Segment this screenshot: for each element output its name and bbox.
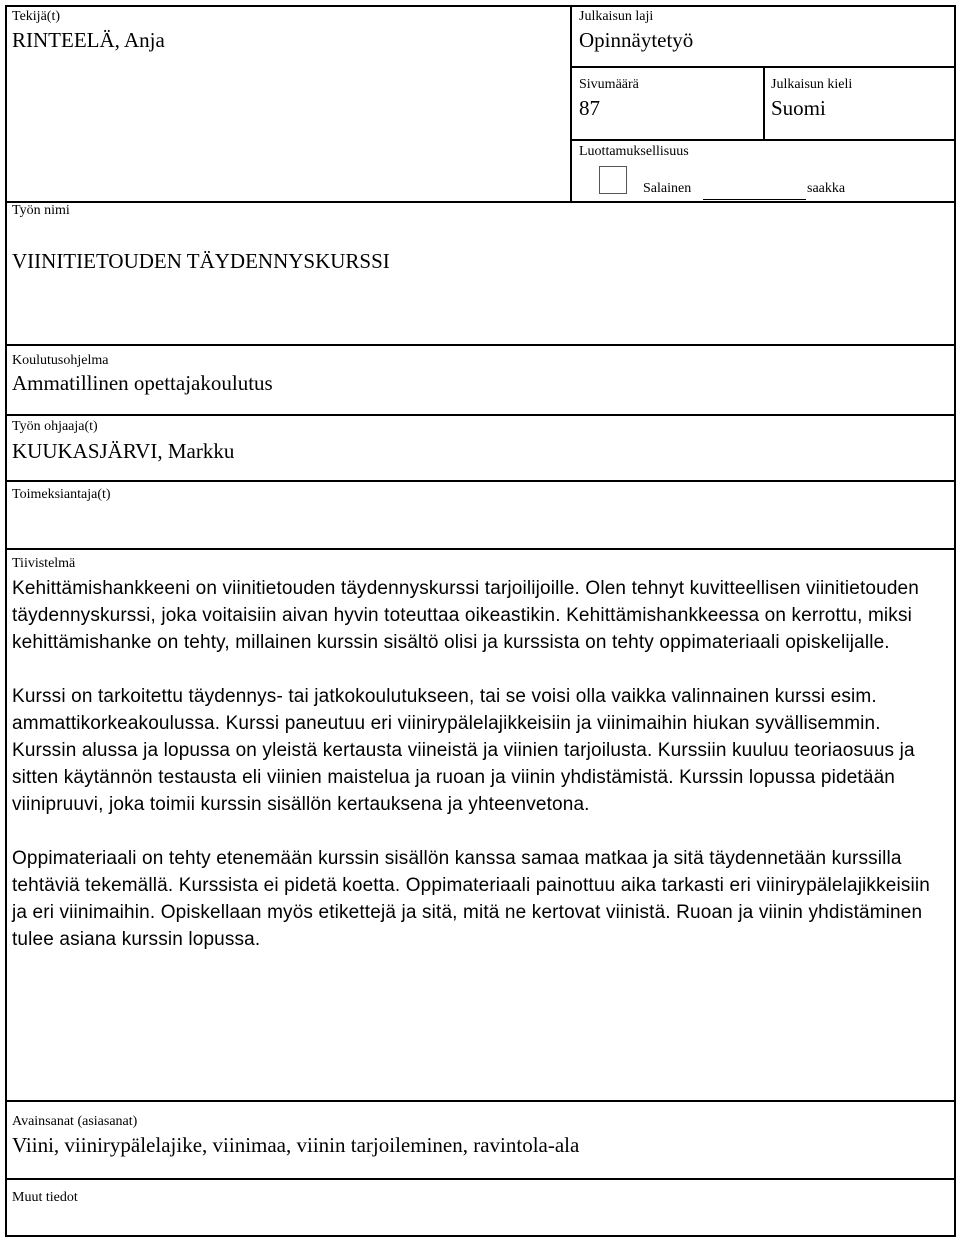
- author-value: RINTEELÄ, Anja: [12, 28, 165, 52]
- programme-divider: [5, 414, 956, 416]
- keywords-label: Avainsanat (asiasanat): [12, 1114, 138, 1129]
- keywords-divider: [5, 1178, 956, 1180]
- header-row-divider-2: [570, 139, 956, 141]
- abstract-paragraph: Kehittämishankkeeni on viinitietouden täydennyskurssi tarjoilijoille. Olen tehnyt kuvitteellisen viinitietouden täydennyskurssi, joka voitaisiin aivan hyvin toteuttaa oikeastikin. Kehittämishankkeessa on kerrottu, miksi kehittämishanke on tehty, millainen kurssin sisältö olisi ja kurssista on tehty oppimateriaali opiskelijalle.: [12, 578, 919, 653]
- header-divider-vertical: [570, 5, 572, 202]
- title-divider: [5, 344, 956, 346]
- publication-type-value: Opinnäytetyö: [579, 28, 694, 52]
- language-label: Julkaisun kieli: [771, 77, 853, 92]
- until-label: saakka: [807, 181, 846, 196]
- author-label: Tekijä(t): [12, 9, 60, 24]
- title-label: Työn nimi: [12, 203, 70, 218]
- header-bottom-divider: [5, 201, 956, 203]
- page-count-label: Sivumäärä: [579, 77, 639, 92]
- language-value: Suomi: [771, 96, 826, 120]
- commissioner-divider: [5, 548, 956, 550]
- abstract-divider: [5, 1100, 956, 1102]
- other-info-label: Muut tiedot: [12, 1190, 78, 1205]
- degree-programme-label: Koulutusohjelma: [12, 353, 109, 368]
- degree-programme-value: Ammatillinen opettajakoulutus: [12, 371, 273, 395]
- secret-label: Salainen: [643, 181, 692, 196]
- commissioner-label: Toimeksiantaja(t): [12, 487, 111, 502]
- supervisor-divider: [5, 480, 956, 482]
- secret-checkbox[interactable]: [599, 166, 627, 194]
- abstract-paragraph: Oppimateriaali on tehty etenemään kurssin sisällön kanssa samaa matkaa ja sitä täydennetään kurssilla tehtäviä tekemällä. Kurssista ei pidetä koetta. Oppimateriaali painottuu aika tarkasti eri viinirypälelajikkeisiin ja eri viinimaihin. Opiskellaan myös etikettejä ja sitä, mitä ne kertovat viinistä. Ruoan ja viinin yhdistäminen tulee asiana kurssin lopussa.: [12, 848, 930, 950]
- supervisor-label: Työn ohjaaja(t): [12, 419, 98, 434]
- confidentiality-label: Luottamuksellisuus: [579, 144, 689, 159]
- page-count-value: 87: [579, 96, 600, 120]
- publication-type-label: Julkaisun laji: [579, 9, 654, 24]
- keywords-value: Viini, viinirypälelajike, viinimaa, viinin tarjoileminen, ravintola-ala: [12, 1133, 580, 1157]
- supervisor-value: KUUKASJÄRVI, Markku: [12, 439, 235, 463]
- header-divider-language: [763, 66, 765, 140]
- title-value: VIINITIETOUDEN TÄYDENNYSKURSSI: [12, 249, 390, 273]
- abstract-paragraph: Kurssi on tarkoitettu täydennys- tai jatkokoulutukseen, tai se voisi olla vaikka valinnainen kurssi esim. ammattikorkeakoulussa. Kurssi paneutuu eri viinirypälelajikkeisiin ja viinimaihin hiukan syvällisemmin. Kurssin alussa ja lopussa on yleistä kertausta viineistä ja viinien tarjoilusta. Kurssiin kuuluu teoriaosuus ja sitten käytännön testausta eli viinien maistelua ja ruoan ja viinin yhdistämistä. Kurssin lopussa pidetään viinipruuvi, joka toimii kurssin sisällön kertauksena ja yhteenvetona.: [12, 686, 915, 815]
- abstract-body: [12, 575, 942, 953]
- secret-until-line: [703, 199, 806, 200]
- abstract-label: Tiivistelmä: [12, 556, 76, 571]
